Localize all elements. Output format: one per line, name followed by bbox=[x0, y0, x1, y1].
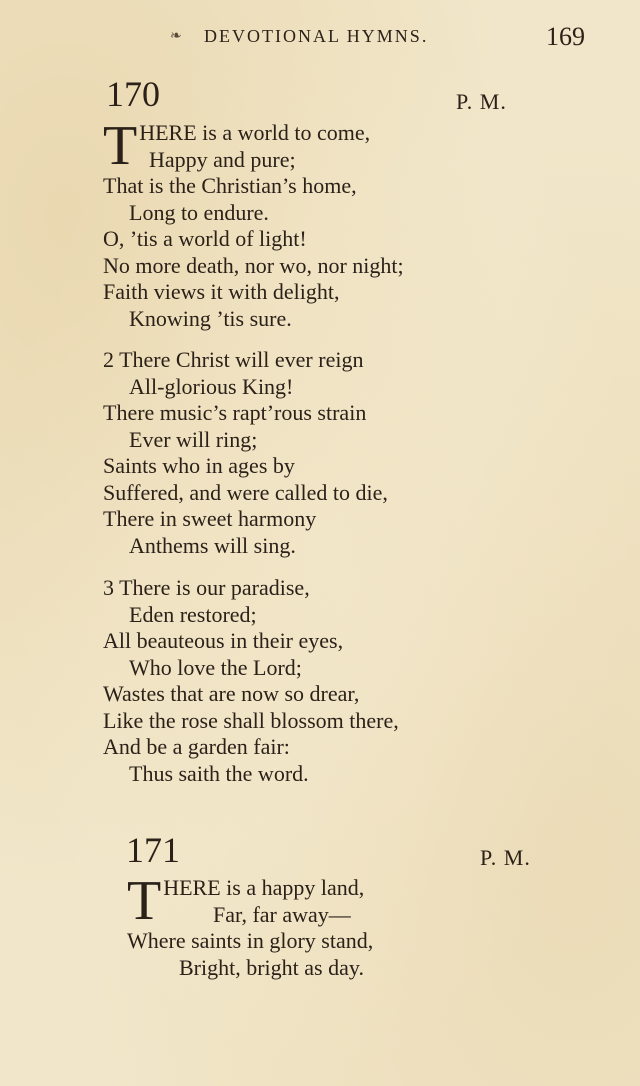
stanza-line: Thus saith the word. bbox=[129, 760, 309, 786]
stanza-line: Anthems will sing. bbox=[129, 532, 296, 558]
stanza-line: Knowing ’tis sure. bbox=[129, 305, 292, 331]
fleuron-icon: ❧ bbox=[170, 29, 182, 44]
stanza-line: Saints who in ages by bbox=[103, 453, 295, 478]
stanza-line: 3 There is our paradise, bbox=[103, 575, 310, 600]
stanza-line: Who love the Lord; bbox=[129, 654, 302, 680]
stanza-line: Wastes that are now so drear, bbox=[103, 681, 360, 706]
hymn-170-stanza-3 bbox=[103, 575, 583, 787]
stanza-line: That is the Christian’s home, bbox=[103, 173, 357, 198]
stanza-line: 2 There Christ will ever reign bbox=[103, 347, 364, 372]
stanza-line: Suffered, and were called to die, bbox=[103, 479, 388, 505]
running-head bbox=[0, 22, 640, 52]
page-number: 169 bbox=[546, 22, 585, 51]
stanza-line: Like the rose shall blossom there, bbox=[103, 707, 399, 733]
stanza-line: Long to endure. bbox=[129, 199, 269, 225]
stanza-line: There in sweet harmony bbox=[103, 506, 317, 531]
stanza-line: Faith views it with delight, bbox=[103, 279, 340, 304]
hymn-170-stanza-2 bbox=[103, 347, 583, 559]
stanza-line: Far, far away— bbox=[213, 901, 351, 927]
stanza-line: HERE is a world to come, bbox=[139, 120, 371, 145]
stanza-line: Where saints in glory stand, bbox=[127, 928, 374, 953]
stanza-line: No more death, nor wo, nor night; bbox=[103, 252, 404, 278]
stanza-line: Ever will ring; bbox=[129, 426, 258, 452]
drop-cap: T bbox=[127, 870, 162, 932]
hymn-171-stanza-1 bbox=[127, 870, 607, 981]
stanza-line: And be a garden fair: bbox=[103, 734, 290, 759]
stanza-line: Happy and pure; bbox=[149, 146, 296, 172]
hymn-meter: P. M. bbox=[456, 89, 507, 114]
running-head-title: DEVOTIONAL HYMNS. bbox=[204, 26, 429, 46]
hymn-number: 170 bbox=[106, 74, 160, 114]
stanza-line: HERE is a happy land, bbox=[163, 875, 365, 900]
stanza-line: There music’s rapt’rous strain bbox=[103, 400, 367, 425]
stanza-line: O, ’tis a world of light! bbox=[103, 226, 307, 251]
stanza-line: Bright, bright as day. bbox=[179, 954, 364, 980]
stanza-line: All-glorious King! bbox=[129, 373, 294, 399]
hymn-number: 171 bbox=[126, 830, 180, 870]
drop-cap: T bbox=[103, 115, 138, 177]
stanza-line: Eden restored; bbox=[129, 601, 257, 627]
hymn-170-stanza-1 bbox=[103, 115, 583, 332]
stanza-line: All beauteous in their eyes, bbox=[103, 628, 344, 653]
hymn-meter: P. M. bbox=[480, 845, 531, 870]
